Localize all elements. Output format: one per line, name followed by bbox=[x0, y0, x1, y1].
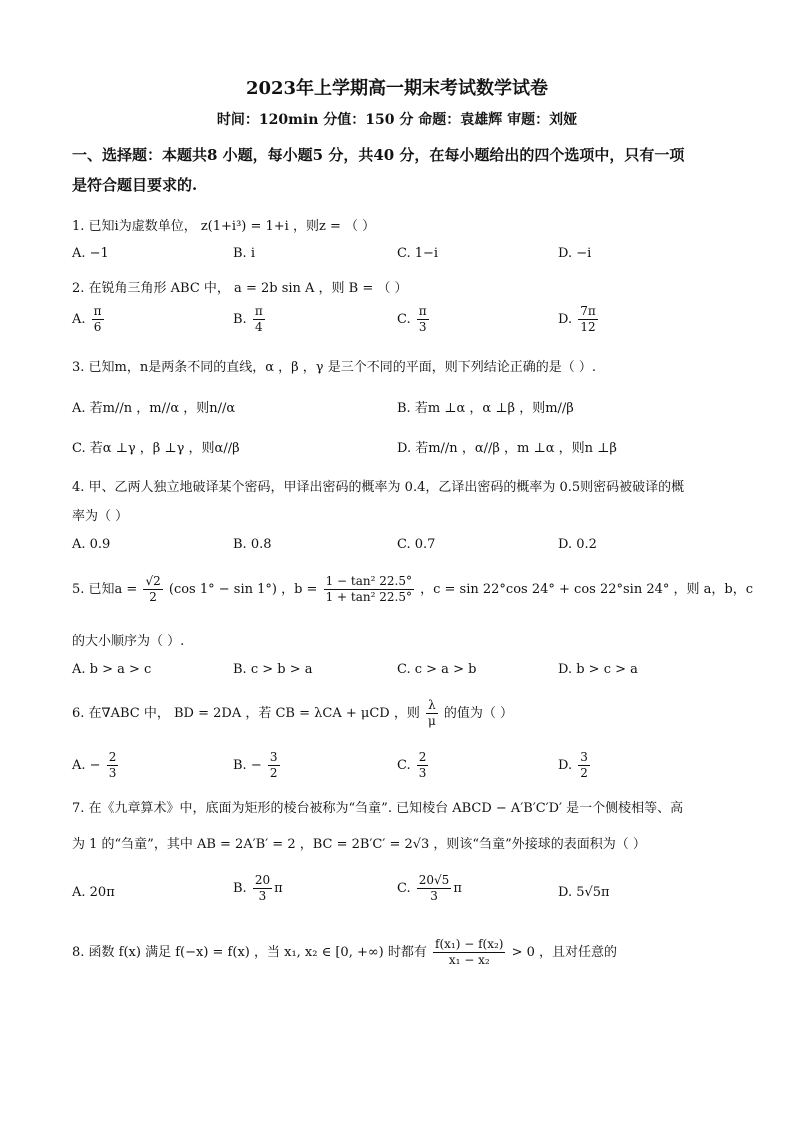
fraction-denominator: 12 bbox=[580, 320, 596, 334]
question-7-option-c bbox=[397, 873, 462, 904]
question-4-option-a: A. 0.9 bbox=[72, 537, 111, 552]
question-3-option-d: D. 若m//n ，α//β ，m ⊥α ，则n ⊥β bbox=[397, 441, 617, 456]
question-2-option-b-label: B. bbox=[233, 312, 247, 327]
question-6-option-b-label: B. bbox=[233, 758, 247, 773]
question-5-option-b: B. c > b > a bbox=[233, 662, 313, 677]
question-6-option-d bbox=[558, 750, 592, 781]
question-1-stem: 1. 已知i为虚数单位， z(1+i³) = 1+i ，则z = （ ） bbox=[72, 219, 376, 234]
fraction-numerator: π bbox=[93, 304, 102, 318]
fraction-numerator: 2 bbox=[418, 750, 427, 764]
fraction-numerator: λ bbox=[428, 698, 436, 712]
fraction-numerator: π bbox=[254, 304, 263, 318]
question-1-option-a: A. −1 bbox=[72, 246, 109, 261]
question-7-option-b bbox=[233, 873, 283, 904]
section-heading-line1: 一、选择题：本题共8 小题，每小题5 分，共40 分，在每小题给出的四个选项中，只有一项 bbox=[72, 146, 685, 164]
question-7-option-c-label: C. bbox=[397, 881, 411, 896]
question-5-option-c: C. c > a > b bbox=[397, 662, 477, 677]
fraction-numerator: 3 bbox=[580, 750, 588, 764]
fraction-denominator: 2 bbox=[149, 590, 157, 604]
question-7-option-d: D. 5√5π bbox=[558, 885, 610, 900]
question-6-option-c-label: C. bbox=[397, 758, 411, 773]
fraction-numerator: 3 bbox=[269, 750, 278, 764]
question-5-stem-part-a: 5. 已知a = bbox=[72, 582, 138, 597]
fraction-denominator: 6 bbox=[93, 320, 102, 334]
question-6-option-c bbox=[397, 750, 430, 781]
question-3-option-a: A. 若m//n ，m//α ，则n//α bbox=[72, 401, 236, 416]
question-2-option-a bbox=[72, 304, 106, 335]
fraction-denominator: 1 + tan² 22.5° bbox=[325, 590, 412, 604]
question-6-stem-part-b: 的值为（ ） bbox=[443, 706, 514, 721]
section-heading-line2: 是符合题目要求的. bbox=[72, 176, 198, 194]
question-8-stem-part-a: 8. 函数 f(x) 满足 f(−x) = f(x) ，当 x₁, x₂ ∈ [0, +∞) 时都有 bbox=[72, 945, 427, 960]
minus-sign: − bbox=[250, 758, 266, 773]
question-3-option-c: C. 若α ⊥γ ，β ⊥γ ，则α//β bbox=[72, 441, 240, 456]
pi-symbol: π bbox=[453, 881, 462, 896]
fraction-denominator: 3 bbox=[418, 766, 427, 780]
fraction-denominator: 3 bbox=[258, 889, 267, 903]
question-3-option-b: B. 若m ⊥α ，α ⊥β ，则m//β bbox=[397, 401, 574, 416]
fraction-denominator: μ bbox=[427, 714, 436, 728]
question-8-stem-part-b: > 0 ，且对任意的 bbox=[511, 945, 618, 960]
fraction-denominator: 4 bbox=[254, 320, 263, 334]
question-7-stem-line2: 为 1 的“刍童”，其中 AB = 2A′B′ = 2 ，BC = 2B′C′ = 2√3 ，则该“刍童”外接球的表面积为（ ） bbox=[72, 837, 646, 852]
question-1-option-d: D. −i bbox=[558, 246, 592, 261]
fraction-numerator: 2 bbox=[108, 750, 117, 764]
question-4-option-b: B. 0.8 bbox=[233, 537, 272, 552]
fraction-numerator: 20√5 bbox=[418, 873, 450, 887]
question-5-stem-line2: 的大小顺序为（ ）. bbox=[72, 634, 185, 649]
question-7-stem-line1: 7. 在《九章算术》中，底面为矩形的棱台被称为“刍童”. 已知棱台 ABCD − A′B′C′D′ 是一个侧棱相等、高 bbox=[72, 801, 684, 816]
fraction-denominator: 3 bbox=[108, 766, 117, 780]
question-6-option-a bbox=[72, 750, 120, 781]
exam-title: 2023年上学期高一期末考试数学试卷 bbox=[245, 78, 549, 99]
question-6-option-b bbox=[233, 750, 282, 781]
fraction-numerator: 7π bbox=[580, 304, 596, 318]
question-5-stem-line1 bbox=[72, 574, 753, 605]
pi-symbol: π bbox=[274, 881, 283, 896]
fraction-denominator: x₁ − x₂ bbox=[448, 953, 490, 967]
exam-meta: 时间：120min 分值：150 分 命题：袁雄辉 审题：刘娅 bbox=[216, 112, 578, 128]
question-5-option-d: D. b > c > a bbox=[558, 662, 638, 677]
question-2-option-d-label: D. bbox=[558, 312, 573, 327]
section-heading bbox=[72, 140, 732, 200]
fraction-numerator: f(x₁) − f(x₂) bbox=[435, 937, 504, 951]
question-4-stem-line1: 4. 甲、乙两人独立地破译某个密码，甲译出密码的概率为 0.4，乙译出密码的概率为 0.5则密码被破译的概 bbox=[72, 480, 685, 495]
question-7-option-b-label: B. bbox=[233, 881, 247, 896]
question-2-option-d bbox=[558, 304, 600, 335]
question-6-stem-part-a: 6. 在∇ABC 中， BD = 2DA ，若 CB = λCA + μCD ，则 bbox=[72, 706, 420, 721]
question-6-stem bbox=[72, 698, 513, 729]
fraction-denominator: 2 bbox=[269, 766, 278, 780]
fraction-numerator: π bbox=[418, 304, 427, 318]
question-2-option-c bbox=[397, 304, 431, 335]
question-2-option-b bbox=[233, 304, 267, 335]
question-1-option-c: C. 1−i bbox=[397, 246, 439, 261]
question-5-stem-part-b: (cos 1° − sin 1°) ，b = bbox=[168, 582, 318, 597]
fraction-denominator: 3 bbox=[430, 889, 438, 903]
fraction-denominator: 3 bbox=[418, 320, 427, 334]
fraction-numerator: √2 bbox=[145, 574, 161, 588]
question-2-stem: 2. 在锐角三角形 ABC 中， a = 2b sin A ，则 B = （ ） bbox=[72, 281, 408, 296]
question-7-option-a: A. 20π bbox=[72, 885, 115, 900]
question-4-stem-line2: 率为（ ） bbox=[72, 509, 129, 524]
question-4-option-c: C. 0.7 bbox=[397, 537, 436, 552]
question-5-option-a: A. b > a > c bbox=[72, 662, 152, 677]
fraction-numerator: 20 bbox=[254, 873, 271, 887]
question-2-option-c-label: C. bbox=[397, 312, 411, 327]
question-4-option-d: D. 0.2 bbox=[558, 537, 597, 552]
fraction-denominator: 2 bbox=[580, 766, 588, 780]
minus-sign: − bbox=[89, 758, 105, 773]
question-6-option-d-label: D. bbox=[558, 758, 573, 773]
question-1-option-b: B. i bbox=[233, 246, 255, 261]
question-8-stem bbox=[72, 937, 617, 968]
question-3-stem: 3. 已知m，n是两条不同的直线，α ，β ，γ 是三个不同的平面，则下列结论正确的是（ ）. bbox=[72, 360, 596, 375]
question-6-option-a-label: A. bbox=[72, 758, 86, 773]
fraction-numerator: 1 − tan² 22.5° bbox=[325, 574, 412, 588]
question-2-option-a-label: A. bbox=[72, 312, 86, 327]
question-5-stem-part-c: ，c = sin 22°cos 24° + cos 22°sin 24° ，则 a，b，c bbox=[420, 582, 753, 597]
